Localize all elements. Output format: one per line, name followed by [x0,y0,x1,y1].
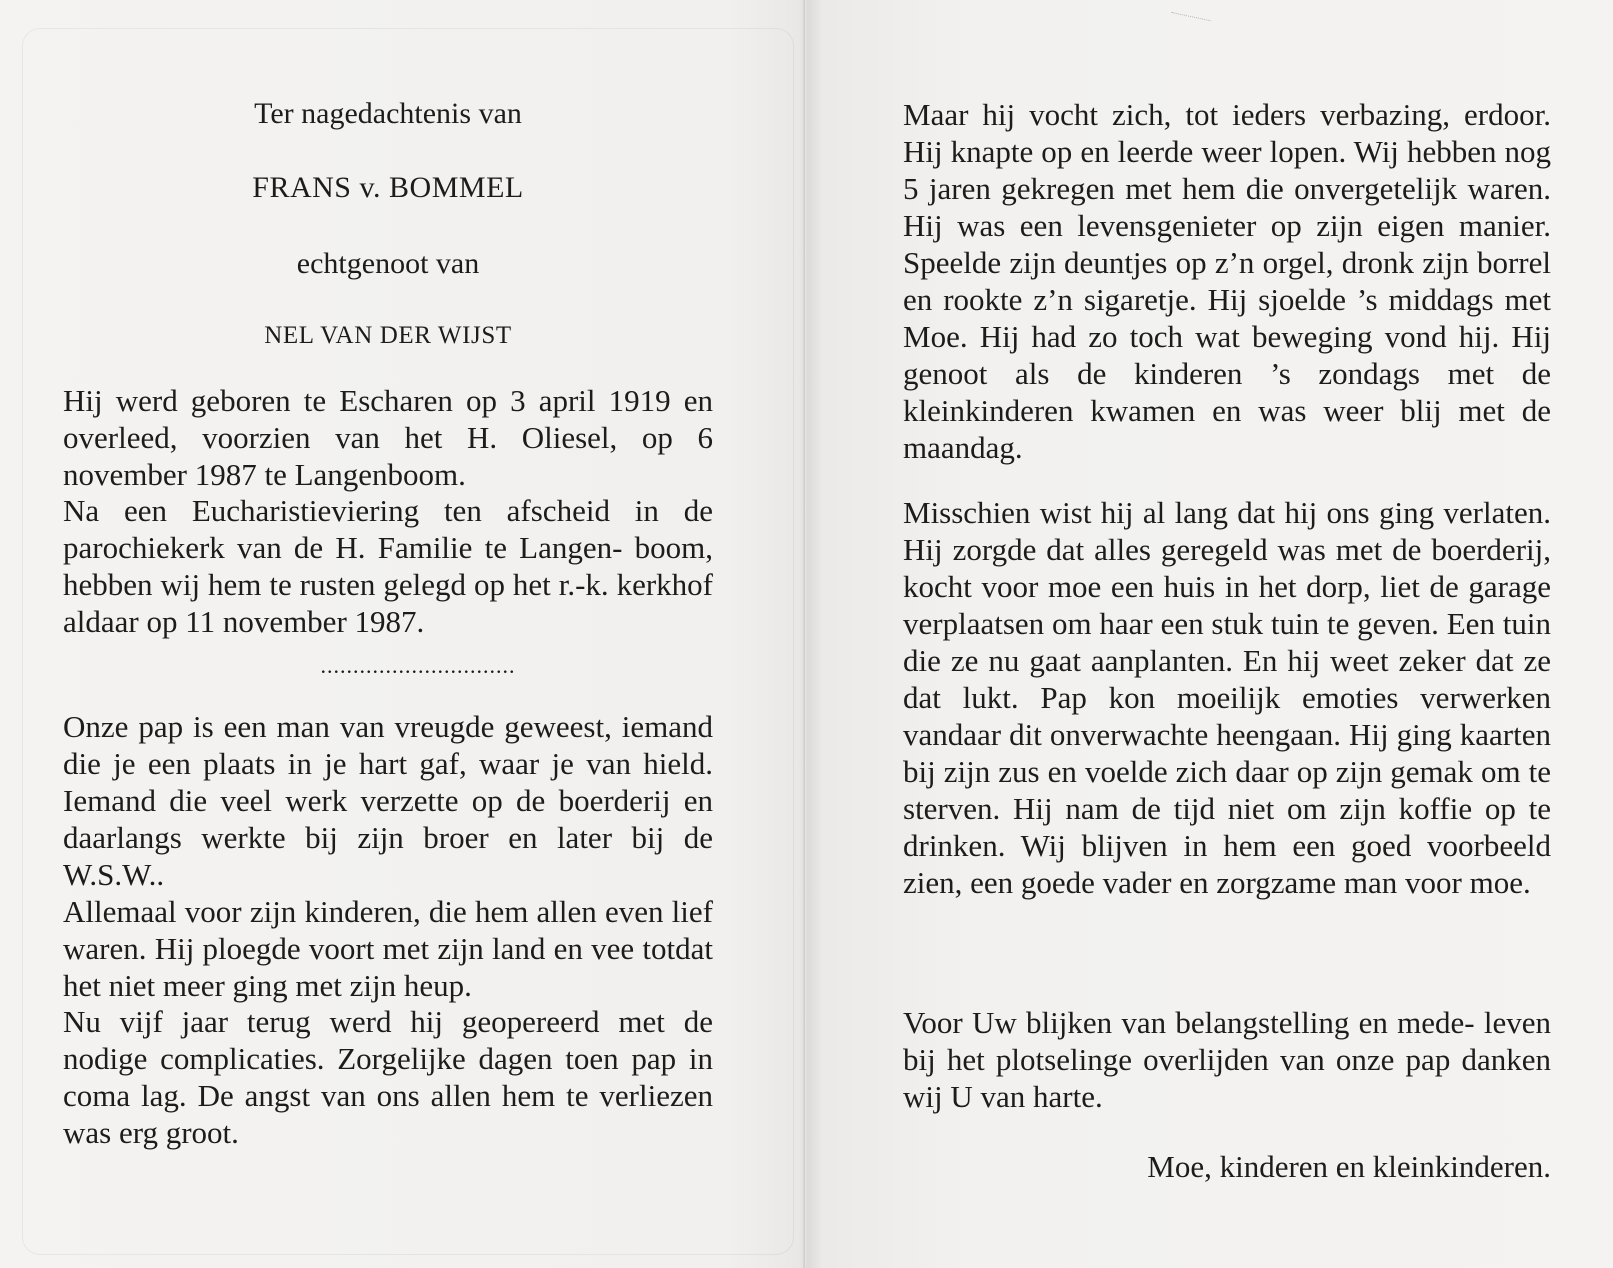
thanks-paragraph: Voor Uw blijken van belangstelling en mede- leven bij het plotselinge overlijden van onze pap danken wij U van harte. [903,1005,1551,1114]
surgery-paragraph: Nu vijf jaar terug werd hij geopereerd met de nodige complicaties. Zorgelijke dagen toen pap in coma lag. De angst van ons allen hem te verliezen was erg groot. [63,1004,713,1150]
deceased-name: FRANS v. BOMMEL [252,171,524,204]
recovery-paragraph: Maar hij vocht zich, tot ieders verbazing, erdoor. Hij knapte op en leerde weer lopen. Wij hebben nog 5 jaren gekregen met hem die onvergetelijk waren. Hij was een levensgenieter op zijn eigen manier. Speelde zijn deuntjes op z’n orgel, dronk zijn borrel en rookte z’n sigaretje. Hij sjoelde ’s middags met Moe. Hij had zo toch wat beweging vond hij. Hij genoot als de kinderen ’s zondags met de kleinkinderen kwamen en was weer blij met de maandag. [903,97,1551,465]
farewell-paragraph: Misschien wist hij al lang dat hij ons ging verlaten. Hij zorgde dat alles geregeld was met de boerderij, kocht voor moe een huis in het dorp, liet de garage verplaatsen om haar een stuk tuin te geven. Een tuin die ze nu gaat aanplanten. En hij weet zeker dat ze dat lukt. Pap kon moeilijk emoties verwerken vandaar dit onverwachte heengaan. Hij ging kaarten bij zijn zus en voelde zich daar op zijn gemak om te sterven. Hij nam de tijd niet om zijn koffie op te drinken. Wij blijven in hem een goed voorbeeld zien, een goede vader en zorgzame man voor moe. [903,495,1551,900]
card-fold [803,0,806,1268]
joy-paragraph: Onze pap is een man van vreugde geweest, iemand die je een plaats in je hart gaf, waar je van hield. Iemand die veel werk verzette op de boerderij en daarlangs werkte bij zijn broer en later bij de W.S.W.. [63,709,713,892]
birth-death-paragraph: Hij werd geboren te Escharen op 3 april 1919 en overleed, voorzien van het H. Oliesel, op 6 november 1987 te Langenboom. [63,383,713,492]
funeral-paragraph: Na een Eucharistieviering ten afscheid in de parochiekerk van de H. Familie te Langen- boom, hebben wij hem te rusten gelegd op het r.-k. kerkhof aldaar op 11 november 1987. [63,493,713,639]
spouse-label: echtgenoot van [296,247,480,280]
pencil-mark [1169,12,1210,31]
dotted-separator: .............................. [320,656,516,676]
spouse-name: NEL VAN DER WIJST [264,322,512,349]
family-signature: Moe, kinderen en kleinkinderen. [1147,1149,1551,1184]
memorial-heading: Ter nagedachtenis van [254,97,522,130]
children-paragraph: Allemaal voor zijn kinderen, die hem allen even lief waren. Hij ploegde voort met zijn land en vee totdat het niet meer ging met zijn heup. [63,894,713,1003]
